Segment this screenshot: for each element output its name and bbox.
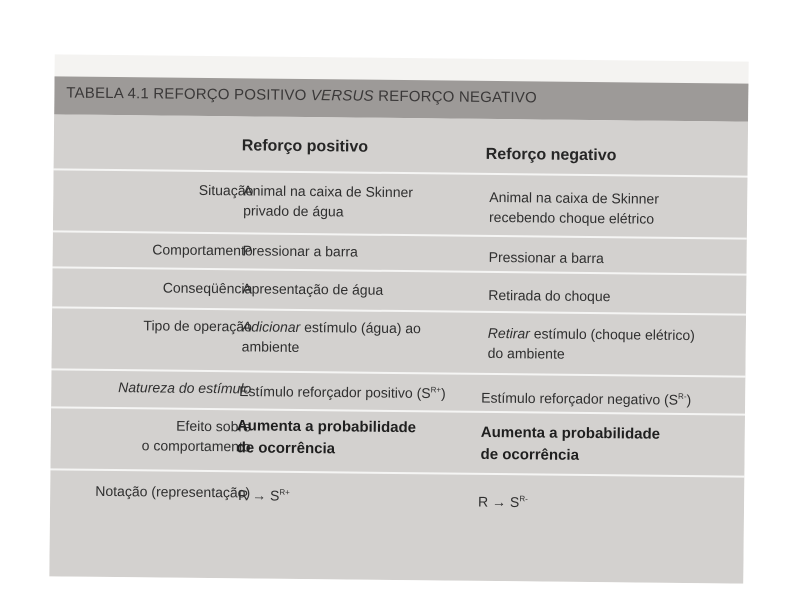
superscript: R+ — [430, 385, 442, 395]
cell-negative — [478, 489, 528, 512]
superscript: R- — [678, 391, 687, 402]
row-divider — [53, 266, 747, 275]
table-scan — [49, 54, 748, 583]
title-versus: VERSUS — [310, 87, 374, 105]
cell-positive: Pressionar a barra — [242, 242, 358, 260]
notation-text: R → S — [238, 486, 280, 504]
cell-text: estímulo (choque elétrico) — [529, 325, 695, 344]
cell-positive-line1 — [242, 316, 421, 338]
italic-term: Retirar — [487, 324, 530, 342]
header-negative: Reforço negativo — [485, 145, 617, 165]
title-prefix: TABELA 4.1 REFORÇO POSITIVO — [66, 84, 311, 105]
cell-negative-line2: do ambiente — [487, 344, 565, 362]
cell-text: ) — [441, 385, 446, 402]
cell-negative-line1: Aumenta a probabilidade — [480, 423, 661, 443]
row-divider — [51, 368, 745, 377]
cell-text: Estímulo reforçador negativo (S — [481, 389, 679, 408]
cell-positive — [239, 378, 446, 403]
cell-negative-line2: recebendo choque elétrico — [488, 208, 655, 227]
comparison-table — [49, 114, 748, 583]
cell-positive-line2: ambiente — [241, 338, 300, 355]
row-label-efeito-line2: o comportamento — [141, 437, 251, 455]
row-label-tipo-operacao: Tipo de operação — [143, 317, 252, 335]
cell-positive-line1: Aumenta a probabilidade — [236, 417, 417, 437]
superscript: R+ — [279, 487, 290, 497]
cell-positive-line2: privado de água — [243, 202, 344, 220]
cell-text: Estímulo reforçador positivo (S — [239, 382, 431, 401]
row-divider — [54, 168, 748, 177]
cell-negative-line1 — [488, 323, 695, 345]
cell-positive: Apresentação de água — [242, 280, 384, 298]
cell-positive-line2: de ocorrência — [236, 439, 336, 458]
cell-text: ) — [686, 391, 692, 408]
cell-negative-line1: Animal na caixa de Skinner — [489, 188, 660, 207]
superscript: R- — [519, 494, 528, 504]
header-positive: Reforço positivo — [241, 137, 369, 156]
italic-term: Adicionar — [241, 318, 301, 335]
cell-positive-line1: Animal na caixa de Skinner — [243, 182, 414, 201]
cell-negative-line2: de ocorrência — [480, 445, 580, 464]
notation-text: R → S — [478, 493, 520, 510]
row-label-notacao: Notação (representação) — [95, 482, 251, 501]
cell-negative — [481, 385, 691, 410]
row-divider — [52, 306, 746, 315]
row-divider — [50, 468, 744, 477]
cell-negative: Retirada do choque — [488, 286, 611, 305]
cell-positive — [238, 482, 290, 505]
row-label-natureza: Natureza do estímulo — [118, 379, 252, 397]
table-title — [66, 85, 537, 107]
row-label-efeito-line1: Efeito sobre — [176, 417, 251, 435]
cell-negative: Pressionar a barra — [488, 248, 604, 267]
cell-text: estímulo (água) ao — [300, 318, 421, 337]
row-label-comportamento: Comportamento — [152, 241, 253, 259]
row-label-consequencia: Conseqüência — [162, 279, 253, 297]
row-label-situacao: Situação — [198, 181, 254, 199]
title-suffix: REFORÇO NEGATIVO — [373, 87, 538, 107]
row-divider — [53, 230, 747, 239]
